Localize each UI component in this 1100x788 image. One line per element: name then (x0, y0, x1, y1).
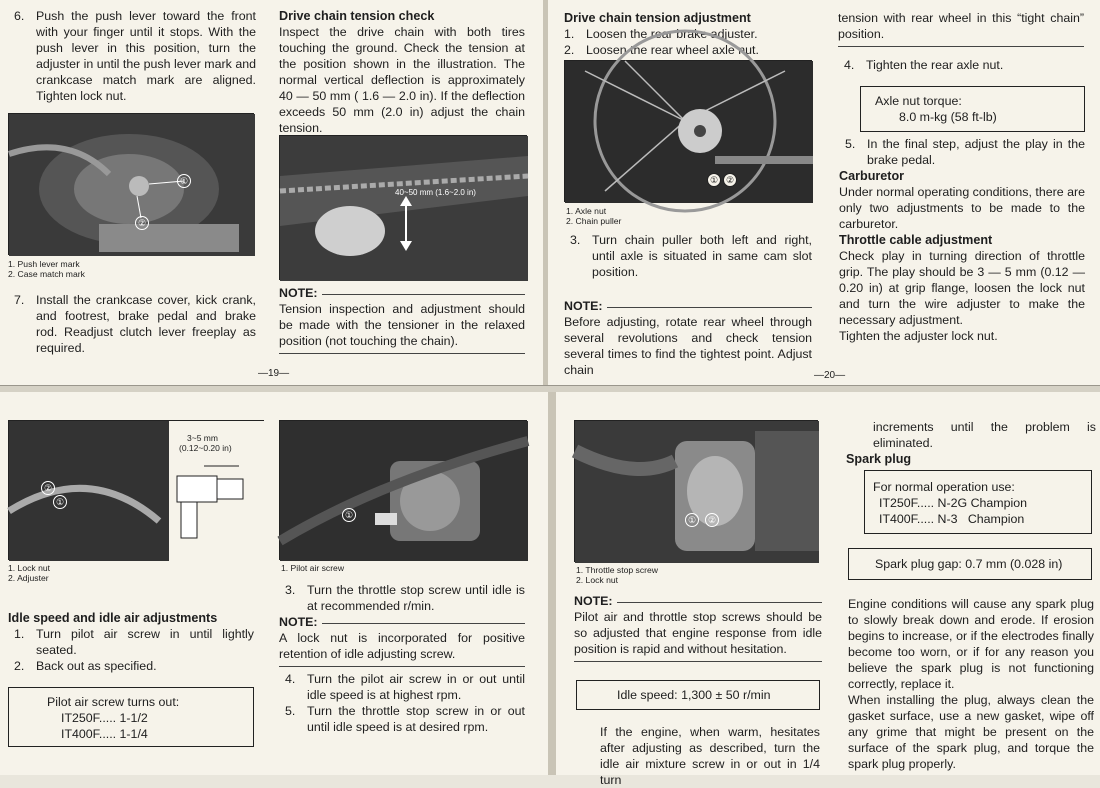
callout-1: ① (685, 513, 699, 527)
fig-caption-19: 1. Push lever mark 2. Case match mark (8, 259, 85, 279)
axle-photo (564, 60, 812, 202)
push-lever-photo (8, 113, 254, 255)
step-3-20: 3. Turn chain puller both left and right, until axle is situated in same cam slot position. (570, 233, 812, 279)
plug-gap-box: Spark plug gap: 0.7 mm (0.028 in) (848, 548, 1092, 580)
throttle-stop-photo (574, 420, 818, 562)
push-lever-illustration (9, 114, 255, 256)
spark-plug-heading: Spark plug (846, 452, 912, 466)
page-divider (0, 385, 1100, 392)
drive-chain-check-text: Inspect the drive chain with both tires touching the ground. Check the tension at the position shown in the illustration. The normal vertical deflection is approximately 40 — 50 mm ( 1.6 — 2.0 in). If the deflection exceeds 50 mm (2.0 in) adjust the chain tension. (279, 25, 525, 135)
pilot-screw-box: Pilot air screw turns out: IT250F..... 1-1/2 IT400F..... 1-1/4 (8, 687, 254, 747)
drive-chain-check-heading: Drive chain tension check (279, 9, 435, 23)
callout-1: ① (342, 508, 356, 522)
note-19: NOTE: Tension inspection and adjustment should be made with the tensioner in the relaxed position (not touching the chain). (279, 285, 525, 354)
pilot-screw-illustration (280, 421, 528, 561)
page-20 (548, 0, 1100, 385)
col-right-22: increments until the problem is eliminated. Spark plug (846, 420, 1096, 466)
play-dimension-label: 3~5 mm (0.12~0.20 in) (179, 433, 232, 453)
idle-section: Idle speed and idle air adjustments 1. Turn pilot air screw in until lightly seated. 2. Back out as specified. (8, 611, 254, 673)
callout-1: ① (53, 495, 67, 509)
fig-caption-20: 1. Axle nut 2. Chain puller (566, 206, 622, 226)
col-left-19 (14, 8, 256, 104)
drive-chain-adjust-heading: Drive chain tension adjustment (564, 11, 751, 25)
col-right-21: 3. Turn the throttle stop screw until idle is at recommended r/min. NOTE: A lock nut is incorporated for positive retention of idle adjusting screw. 4. Turn the pilot air screw in or out until idle speed is at highest rpm. 5. Turn the throttle stop screw in or out until idle speed is at desired rpm. (279, 583, 525, 734)
step-7: 7. Install the crankcase cover, kick crank, and footrest, brake pedal and brake rod. Readjust clutch lever freeplay as required. (14, 293, 256, 355)
fig2-caption-21: 1. Pilot air screw (281, 563, 345, 573)
step-6: 6. Push the push lever toward the front with your finger until it stops. With the push lever in this position, turn the adjuster in until the push lever mark and crankcase match mark are aligned. Tighten lock nut. (14, 9, 256, 103)
fig-caption-22: 1. Throttle stop screw 2. Lock nut (576, 565, 658, 585)
callout-2: ② (41, 481, 55, 495)
carburetor-heading: Carburetor (839, 169, 905, 183)
warm-engine-text: If the engine, when warm, hesitates after adjusting as described, turn the idle air mixture screw in or out in 1/4 turn (600, 725, 820, 787)
pilot-screw-photo (279, 420, 527, 560)
page-number-20: —20— (814, 370, 846, 381)
throttle-adjuster-photo (8, 420, 264, 560)
callout-2: ② (723, 173, 737, 187)
page-19 (0, 0, 543, 385)
spine-top (543, 0, 548, 385)
fig-caption-21: 1. Lock nut 2. Adjuster (8, 563, 51, 583)
chain-illustration (280, 136, 528, 281)
note-20: NOTE: Before adjusting, rotate rear wheel through several revolutions and check tension several times to find the tightest point. Adjust chain (564, 299, 812, 377)
page-number-19: —19— (258, 368, 290, 379)
throttle-stop-illustration (575, 421, 819, 563)
callout-1: ① (177, 174, 191, 188)
spark-text: Engine conditions will cause any spark plug to slowly break down and erode. If erosion begins to increase, or if the electrodes finally become too worn, or if for any reason you believe the spark plug is not functioning correctly, replace it. When installing the plug, always clean the gasket surface, use a new gasket, wipe off any grime that might be present on the surface of the spark plug, and torque the spark plug properly. (848, 597, 1094, 771)
spine-bottom (548, 392, 556, 775)
idle-heading: Idle speed and idle air adjustments (8, 611, 218, 625)
axle-torque-box: Axle nut torque: 8.0 m-kg (58 ft-lb) (860, 86, 1085, 132)
col-left-20: Drive chain tension adjustment 1. Loosen the rear brake adjuster. 2. Loosen the rear wheel axle nut. (564, 10, 814, 58)
note-22: NOTE: Pilot air and throttle stop screws should be so adjusted that engine response from idle position is rapid and without hesitation. (574, 593, 822, 662)
plug-type-box: For normal operation use: IT250F..... N-2G Champion IT400F..... N-3 Champion (864, 470, 1092, 534)
axle-illustration (565, 61, 813, 203)
chain-tension-photo (279, 135, 527, 280)
callout-2: ② (705, 513, 719, 527)
callout-2: ② (135, 216, 149, 230)
page-21 (0, 392, 548, 775)
throttle-cable-heading: Throttle cable adjustment (839, 233, 993, 247)
deflection-label: 40~50 mm (1.6~2.0 in) (395, 188, 476, 197)
col-right-20: tension with rear wheel in this “tight chain” position. 4. Tighten the rear axle nut. (838, 11, 1084, 72)
callout-1: ① (707, 173, 721, 187)
step-7-block (14, 292, 256, 356)
col-right-20-lower: 5. In the final step, adjust the play in the brake pedal. Carburetor Under normal operating conditions, there are only two adjustments to be made to the carburetor. Throttle cable adjustment Check play in turning direction of throttle grip. The play should be 3 — 5 mm (0.12 — 0.20 in) at grip flange, loosen the lock nut and turn the wire adjuster to make the necessary adjustment. Tighten the adjuster lock nut. (839, 137, 1085, 343)
col-right-19 (279, 8, 525, 136)
page-22 (556, 392, 1100, 787)
idle-speed-box: Idle speed: 1,300 ± 50 r/min (576, 680, 820, 710)
